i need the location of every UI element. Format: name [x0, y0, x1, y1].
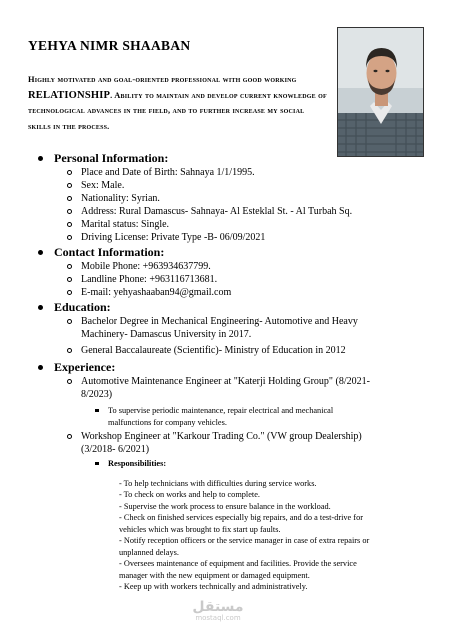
circle-bullet-icon — [67, 277, 72, 282]
marital-status-info: Marital status: Single. — [81, 219, 170, 230]
square-bullet-icon — [95, 462, 99, 466]
bullet-icon — [38, 156, 43, 161]
responsibilities-label: Responsibilities: — [108, 459, 167, 468]
candidate-name: YEHYA NIMR SHAABAN — [28, 38, 191, 53]
bullet-icon — [38, 250, 43, 255]
section-experience — [0, 359, 450, 375]
profile-summary — [28, 72, 328, 134]
list-item — [0, 405, 450, 428]
circle-bullet-icon — [67, 222, 72, 227]
list-item — [0, 286, 450, 299]
address-info: Address: Rural Damascus- Sahnaya- Al Esteklal St. - Al Turbah Sq. — [81, 206, 353, 217]
baccalaureate: General Baccalaureate (Scientific)- Ministry of Education in 2012 — [81, 345, 346, 356]
section-title: Contact Information: — [54, 245, 165, 259]
responsibility-line: - Check on finished services especially big repairs, and do a test-drive for vehicles which was brought to fix start up faults. — [119, 513, 363, 534]
list-item — [0, 375, 450, 401]
circle-bullet-icon — [67, 183, 72, 188]
list-item — [0, 192, 450, 205]
circle-bullet-icon — [67, 434, 72, 439]
list-item — [0, 260, 450, 273]
birth-info: Place and Date of Birth: Sahnaya 1/1/1995. — [81, 167, 255, 178]
section-title: Experience: — [54, 360, 116, 374]
bachelor-degree: Bachelor Degree in Mechanical Engineering- Automotive and Heavy Machinery- Damascus University in 2017. — [81, 316, 358, 340]
job-1-detail: To supervise periodic maintenance, repair electrical and mechanical malfunctions for company vehicles. — [108, 406, 334, 427]
circle-bullet-icon — [67, 196, 72, 201]
responsibility-line: - Oversees maintenance of equipment and facilities. Provide the service manager with the new equipment or damaged equipment. — [119, 559, 357, 580]
list-item — [0, 344, 450, 357]
list-item — [0, 218, 450, 231]
sex-info: Sex: Male. — [81, 180, 125, 191]
section-title: Education: — [54, 300, 111, 314]
list-item — [0, 315, 450, 341]
section-contact-information — [0, 244, 450, 260]
responsibility-line: - Supervise the work process to ensure balance in the workload. — [119, 501, 331, 511]
email-address: E-mail: yehyashaaban94@gmail.com — [81, 287, 232, 298]
watermark-latin: mostaql.com — [195, 614, 241, 622]
section-education — [0, 299, 450, 315]
list-item — [0, 166, 450, 179]
circle-bullet-icon — [67, 209, 72, 214]
list-item — [0, 430, 450, 456]
job-2-title: Workshop Engineer at "Karkour Trading Co." (VW group Dealership) (3/2018- 6/2021) — [81, 431, 362, 455]
list-item — [0, 205, 450, 218]
circle-bullet-icon — [67, 379, 72, 384]
circle-bullet-icon — [67, 170, 72, 175]
summary-part-2: RELATIONSHIP — [28, 89, 111, 101]
mostaql-watermark — [188, 600, 248, 622]
mobile-phone: Mobile Phone: +963934637799. — [81, 261, 211, 272]
summary-part-1: Highly motivated and goal-oriented professional with good working — [28, 75, 297, 84]
list-item — [0, 231, 450, 244]
responsibility-line: - Notify reception officers or the service manager in case of extra repairs or unplanned delays. — [119, 536, 370, 557]
square-bullet-icon — [95, 409, 99, 413]
list-item — [0, 179, 450, 192]
responsibility-line: - To help technicians with difficulties during service works. — [119, 478, 317, 488]
responsibility-line: - Keep up with workers technically and administratively. — [119, 582, 308, 591]
list-item — [0, 273, 450, 286]
section-personal-information — [0, 150, 450, 166]
profile-photo — [337, 27, 424, 157]
list-item — [0, 458, 450, 470]
job-1-title: Automotive Maintenance Engineer at "Katerji Holding Group" (8/2021-8/2023) — [81, 376, 370, 400]
circle-bullet-icon — [67, 290, 72, 295]
circle-bullet-icon — [67, 235, 72, 240]
circle-bullet-icon — [67, 319, 72, 324]
responsibility-line: - To check on works and help to complete. — [119, 490, 260, 499]
responsibilities-list — [0, 478, 450, 593]
section-title: Personal Information: — [54, 151, 169, 165]
circle-bullet-icon — [67, 348, 72, 353]
driving-license-info: Driving License: Private Type -B- 06/09/2021 — [81, 232, 266, 243]
circle-bullet-icon — [67, 264, 72, 269]
bullet-icon — [38, 305, 43, 310]
landline-phone: Landline Phone: +963116713681. — [81, 274, 218, 285]
nationality-info: Nationality: Syrian. — [81, 193, 160, 204]
resume-body — [0, 150, 450, 593]
watermark-arabic: مستقل — [192, 599, 244, 615]
summary-part-3: . Ability to maintain and develop current knowledge of technological advances in the field, and to further increase my social skills in the process. — [28, 90, 327, 131]
bullet-icon — [38, 365, 43, 370]
